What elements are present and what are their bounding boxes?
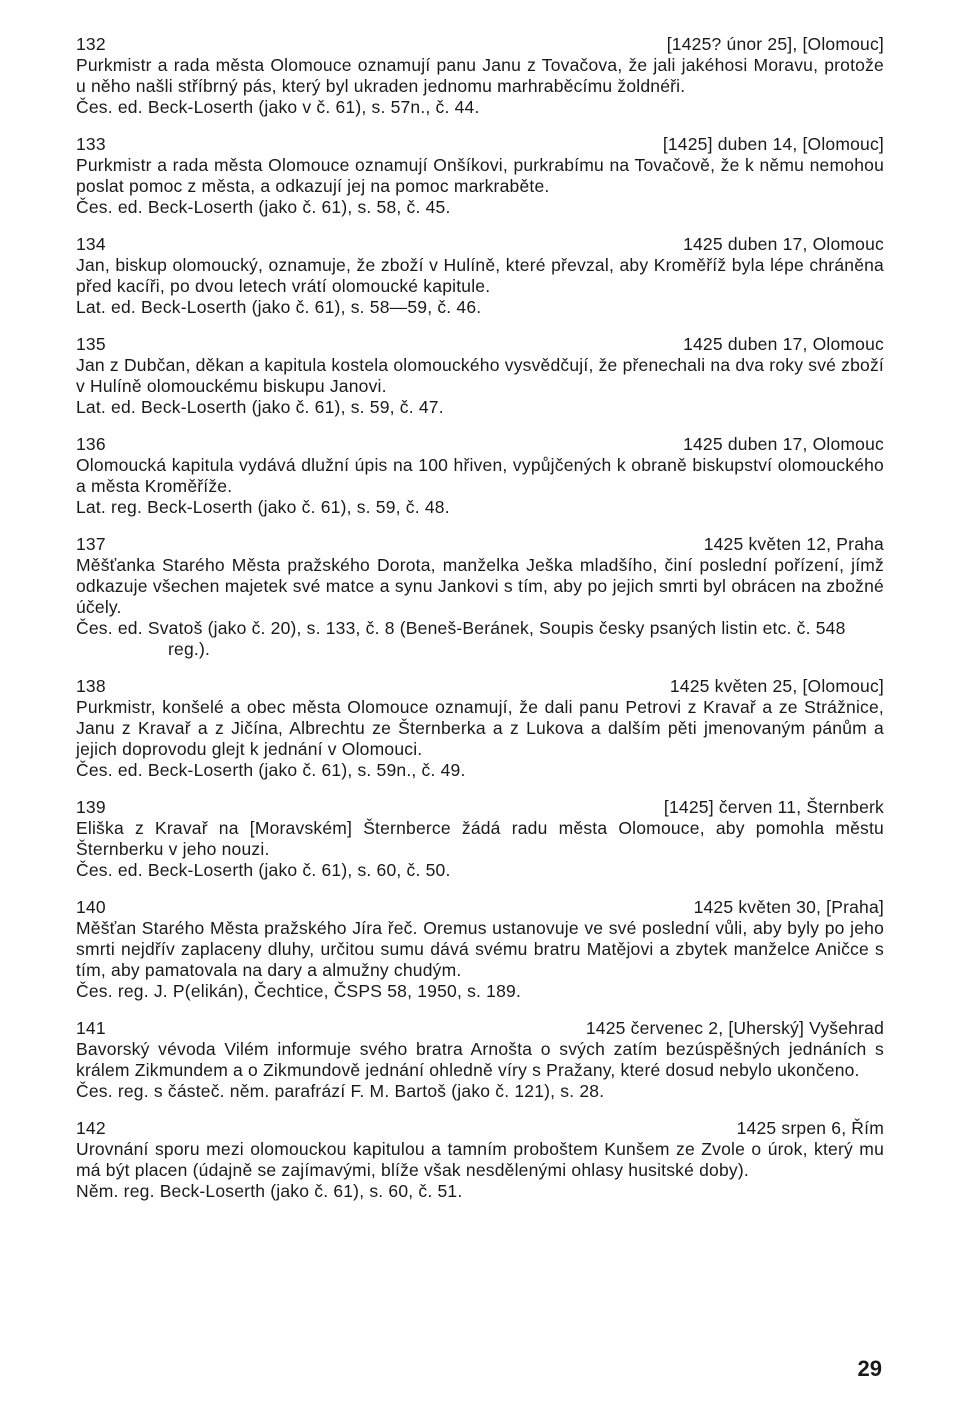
entry-header (76, 534, 884, 555)
entry-number: 139 (76, 797, 106, 817)
entry-number: 135 (76, 334, 106, 354)
page-number: 29 (857, 1356, 882, 1381)
entry-summary: Urovnání sporu mezi olomouckou kapitulou a tamním proboštem Kunšem ze Zvole o úrok, který mu má být placen (údajně se zajímavými, blíže však nesdělenými ohlasy husitské doby). (76, 1139, 884, 1180)
entry-source: Čes. ed. Beck-Loserth (jako č. 61), s. 60, č. 50. (76, 860, 451, 880)
entry-source: Čes. reg. J. P(elikán), Čechtice, ČSPS 58, 1950, s. 189. (76, 981, 522, 1001)
entry-header (76, 334, 884, 355)
entry-number: 134 (76, 234, 106, 254)
entry-date-place: 1425 květen 12, Praha (703, 534, 884, 554)
entry-135 (76, 334, 884, 418)
entry-134 (76, 234, 884, 318)
document-page (76, 34, 884, 1218)
entry-date-place: 1425 duben 17, Olomouc (683, 334, 884, 354)
entry-source: Čes. ed. Beck-Loserth (jako v č. 61), s. 57n., č. 44. (76, 97, 480, 117)
entry-source: Něm. reg. Beck-Loserth (jako č. 61), s. 60, č. 51. (76, 1181, 463, 1201)
entry-header (76, 34, 884, 55)
entry-133 (76, 134, 884, 218)
entry-summary: Jan z Dubčan, děkan a kapitula kostela olomouckého vysvědčují, že přenechali na dva roky své zboží v Hulíně olomouckému biskupu Janovi. (76, 355, 884, 396)
entry-header (76, 897, 884, 918)
entry-number: 140 (76, 897, 106, 917)
entry-date-place: 1425 květen 25, [Olomouc] (669, 676, 884, 696)
entry-141 (76, 1018, 884, 1102)
entry-142 (76, 1118, 884, 1202)
entry-137 (76, 534, 884, 660)
entry-source: Čes. ed. Svatoš (jako č. 20), s. 133, č. 8 (Beneš-Beránek, Soupis česky psaných listin etc. č. 548 reg.). (76, 618, 846, 659)
entry-number: 141 (76, 1018, 106, 1038)
entry-summary: Olomoucká kapitula vydává dlužní úpis na 100 hřiven, vypůjčených k obraně biskupství olomouckého a města Kroměříže. (76, 455, 884, 496)
entry-number: 138 (76, 676, 106, 696)
entry-number: 136 (76, 434, 106, 454)
entry-136 (76, 434, 884, 518)
entry-summary: Měšťan Starého Města pražského Jíra řeč. Oremus ustanovuje ve své poslední vůli, aby byly po jeho smrti nejdřív zaplaceny dluhy, určitou sumu dává svému bratru Matějovi a zbytek manželce Aničce s tím, aby pamatovala na dary a almužny chudým. (76, 918, 884, 980)
entry-date-place: [1425] duben 14, [Olomouc] (662, 134, 884, 154)
entry-date-place: 1425 duben 17, Olomouc (683, 234, 884, 254)
entry-summary: Purkmistr, konšelé a obec města Olomouce oznamují, že dali panu Petrovi z Kravař a ze Strážnice, Janu z Kravař a z Jičína, Albrechtu ze Šternberka a z Lukova a dalším pěti jmenovaným pánům a jejich doprovodu glejt k jednání v Olomouci. (76, 697, 884, 759)
entry-summary: Purkmistr a rada města Olomouce oznamují panu Janu z Tovačova, že jali jakéhosi Moravu, protože u něho našli stříbrný pás, který byl ukraden jednomu marhraběcímu žoldnéři. (76, 55, 884, 96)
entry-header (76, 797, 884, 818)
entry-summary: Purkmistr a rada města Olomouce oznamují Onšíkovi, purkrabímu na Tovačově, že k němu nemohou poslat pomoc z města, a odkazují jej na pomoc markraběte. (76, 155, 884, 196)
entry-date-place: 1425 srpen 6, Řím (736, 1118, 884, 1138)
entry-header (76, 676, 884, 697)
entry-139 (76, 797, 884, 881)
entry-140 (76, 897, 884, 1002)
entry-summary: Bavorský vévoda Vilém informuje svého bratra Arnošta o svých zatím bezúspěšných jednáních s králem Zikmundem a o Zikmundově jednání ohledně víry s Pražany, které dosud nebylo ukončeno. (76, 1039, 884, 1080)
entry-source: Lat. reg. Beck-Loserth (jako č. 61), s. 59, č. 48. (76, 497, 450, 517)
entry-header (76, 434, 884, 455)
entry-date-place: 1425 červenec 2, [Uherský] Vyšehrad (585, 1018, 884, 1038)
entry-source: Lat. ed. Beck-Loserth (jako č. 61), s. 59, č. 47. (76, 397, 444, 417)
entry-summary: Eliška z Kravař na [Moravském] Šternberce žádá radu města Olomouce, aby pomohla městu Šternberku v jeho nouzi. (76, 818, 884, 859)
entry-number: 137 (76, 534, 106, 554)
entry-number: 142 (76, 1118, 106, 1138)
entry-summary: Jan, biskup olomoucký, oznamuje, že zboží v Hulíně, které převzal, aby Kroměříž byla lépe chráněna před kacíři, po dvou letech vrátí olomoucké kapitule. (76, 255, 884, 296)
entry-header (76, 1018, 884, 1039)
entry-132 (76, 34, 884, 118)
entry-header (76, 1118, 884, 1139)
entry-date-place: [1425] červen 11, Šternberk (663, 797, 884, 817)
entry-source: Lat. ed. Beck-Loserth (jako č. 61), s. 58—59, č. 46. (76, 297, 482, 317)
entry-summary: Měšťanka Starého Města pražského Dorota, manželka Ješka mladšího, činí poslední pořízení, jímž odkazuje všechen majetek své matce a synu Jankovi s tím, aby po jejich smrti byl obrácen na zbožné účely. (76, 555, 884, 617)
entry-date-place: [1425? únor 25], [Olomouc] (666, 34, 884, 54)
entry-source: Čes. reg. s částeč. něm. parafrází F. M. Bartoš (jako č. 121), s. 28. (76, 1081, 605, 1101)
entry-number: 133 (76, 134, 106, 154)
entry-138 (76, 676, 884, 781)
entry-source: Čes. ed. Beck-Loserth (jako č. 61), s. 58, č. 45. (76, 197, 451, 217)
entry-source: Čes. ed. Beck-Loserth (jako č. 61), s. 59n., č. 49. (76, 760, 466, 780)
entry-date-place: 1425 duben 17, Olomouc (683, 434, 884, 454)
entry-date-place: 1425 květen 30, [Praha] (693, 897, 884, 917)
entry-header (76, 134, 884, 155)
entry-header (76, 234, 884, 255)
entry-number: 132 (76, 34, 106, 54)
